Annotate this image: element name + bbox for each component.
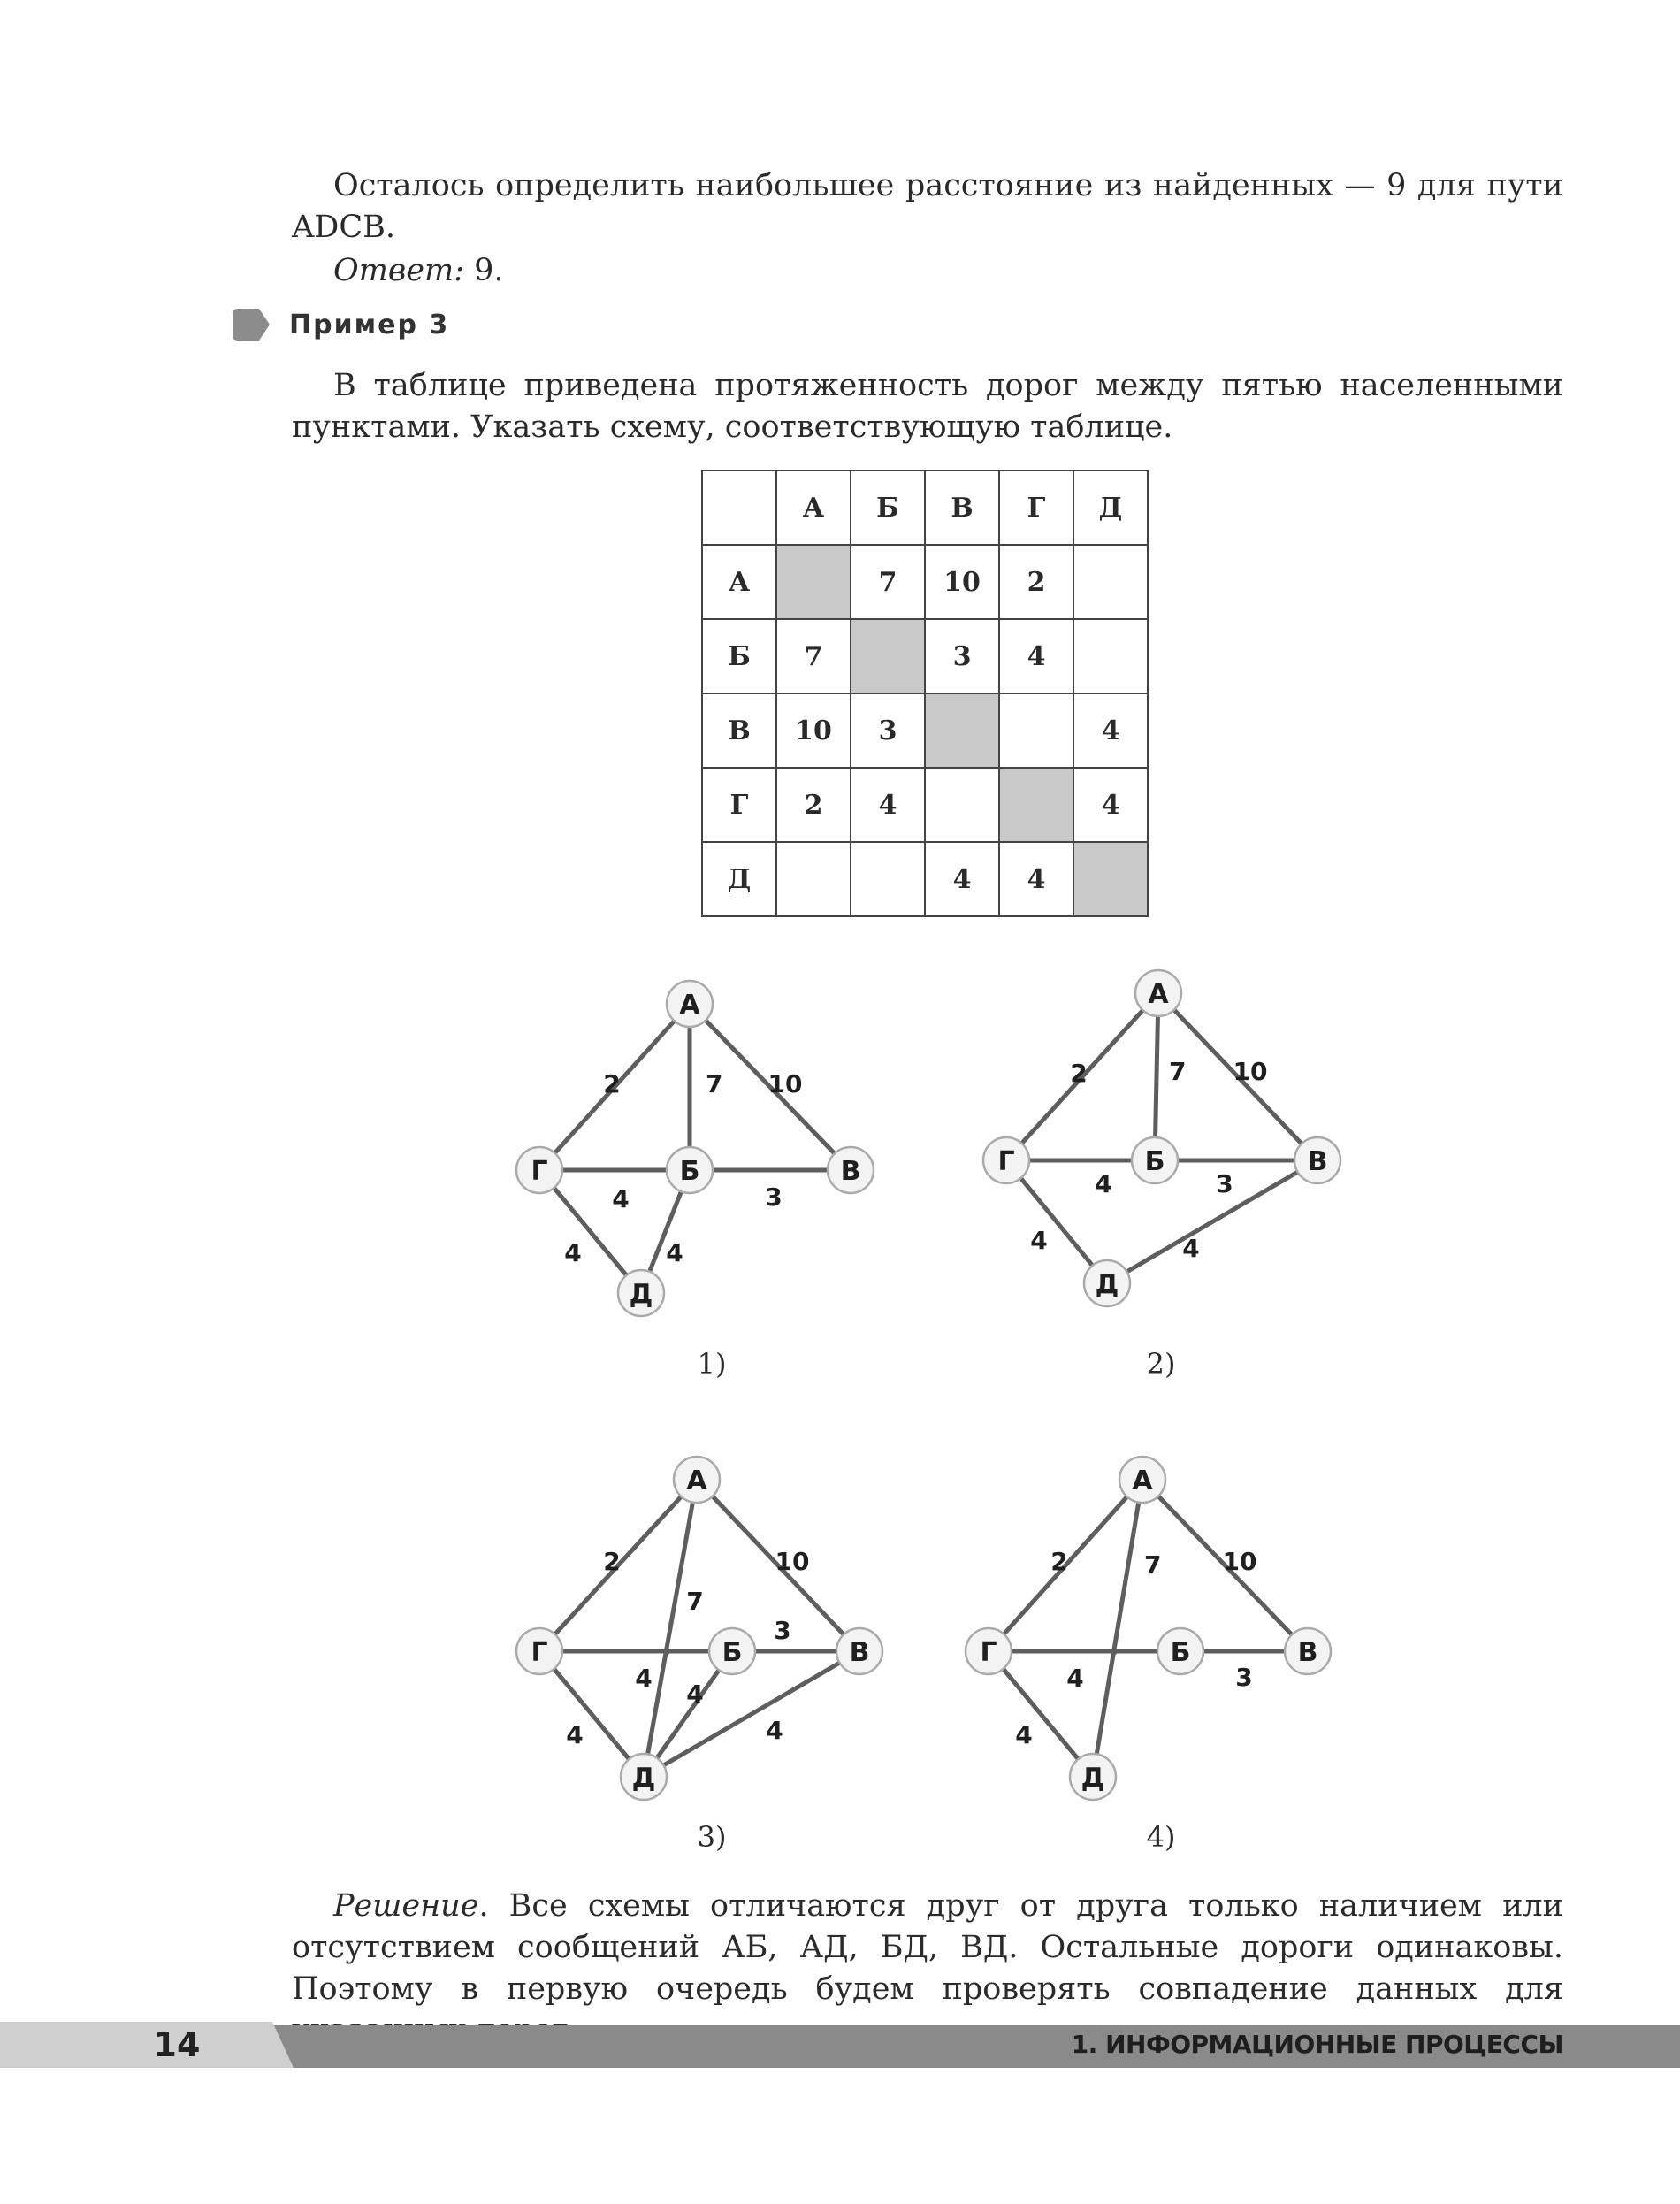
node-label: А xyxy=(1132,1466,1153,1496)
table-cell: 4 xyxy=(1073,693,1148,768)
table-cell-diagonal xyxy=(776,545,851,619)
table-header-cell xyxy=(702,471,776,545)
node-d xyxy=(1084,1260,1130,1306)
table-cell: 10 xyxy=(776,693,851,768)
node-g xyxy=(516,1628,562,1674)
distance-table xyxy=(701,470,1149,917)
table-row-label: Г xyxy=(702,768,776,842)
table-cell: 3 xyxy=(851,693,925,768)
weight-label: 2 xyxy=(1050,1547,1068,1576)
table-row-label: Д xyxy=(702,842,776,916)
table-cell: 7 xyxy=(776,619,851,693)
chapter-title: 1. ИНФОРМАЦИОННЫЕ ПРОЦЕССЫ xyxy=(1071,2030,1563,2059)
table-cell-diagonal xyxy=(925,693,999,768)
table-cell-diagonal xyxy=(851,619,925,693)
node-a xyxy=(1119,1457,1165,1503)
table-cell: 2 xyxy=(776,768,851,842)
weight-label: 4 xyxy=(1066,1664,1084,1693)
table-row xyxy=(702,545,1148,619)
crossing-dot xyxy=(663,1648,670,1655)
weight-label: 4 xyxy=(1015,1720,1033,1749)
scheme-3-graph xyxy=(504,1446,893,1800)
node-d xyxy=(621,1754,667,1800)
table-row-label: А xyxy=(702,545,776,619)
table-header-cell: В xyxy=(925,471,999,545)
node-label: А xyxy=(679,990,700,1021)
table-cell: 4 xyxy=(1073,768,1148,842)
solution-text: . Все схемы отличаются друг от друга только наличием или отсутствием сообщений АБ, АД, БД, ВД. Остальные дороги одинаковы. Поэтому в первую очередь будем проверять совпадение данных для xyxy=(292,1888,1563,2007)
example-heading xyxy=(233,305,449,344)
node-label: Г xyxy=(531,1637,548,1668)
weight-label: 2 xyxy=(1070,1059,1088,1088)
example-marker-icon xyxy=(233,309,270,341)
scheme-2-caption: 2) xyxy=(1146,1347,1176,1381)
table-cell xyxy=(851,842,925,916)
answer-label: Ответ: xyxy=(333,253,464,288)
weight-label: 4 xyxy=(566,1720,584,1749)
table-cell: 7 xyxy=(851,545,925,619)
scheme-1-caption: 1) xyxy=(697,1347,727,1381)
node-g xyxy=(983,1137,1029,1183)
node-g xyxy=(516,1147,562,1193)
node-d xyxy=(618,1270,664,1316)
table-row xyxy=(702,693,1148,768)
weight-label: 2 xyxy=(603,1069,621,1098)
weight-label: 4 xyxy=(564,1238,582,1267)
node-a xyxy=(674,1457,720,1503)
node-g xyxy=(966,1628,1012,1674)
node-label: Д xyxy=(1095,1269,1119,1300)
intro-text: Осталось определить наибольшее расстояние из найденных — 9 для пути ADCB. xyxy=(292,168,1563,245)
node-v xyxy=(1294,1137,1340,1183)
table-header-cell: Г xyxy=(999,471,1073,545)
table-cell: 4 xyxy=(925,842,999,916)
edge-v-d xyxy=(1107,1160,1317,1283)
weight-label: 4 xyxy=(1182,1234,1200,1263)
table-cell xyxy=(1073,619,1148,693)
table-cell xyxy=(776,842,851,916)
table-cell: 4 xyxy=(999,842,1073,916)
weight-label: 2 xyxy=(603,1547,621,1576)
edge-a-d xyxy=(644,1480,697,1777)
weight-label: 3 xyxy=(1216,1169,1233,1198)
table-row-label: В xyxy=(702,693,776,768)
node-label: Г xyxy=(997,1146,1015,1177)
answer-line xyxy=(292,250,1563,292)
table-cell xyxy=(925,768,999,842)
node-label: В xyxy=(849,1637,870,1668)
table-cell xyxy=(999,693,1073,768)
table-row xyxy=(702,768,1148,842)
table-cell: 10 xyxy=(925,545,999,619)
node-v xyxy=(836,1628,882,1674)
crossing-dot xyxy=(1111,1648,1118,1655)
node-label: А xyxy=(1148,979,1169,1010)
table-cell xyxy=(1073,545,1148,619)
node-b xyxy=(709,1628,755,1674)
table-cell-diagonal xyxy=(999,768,1073,842)
table-row xyxy=(702,842,1148,916)
edge-g-d xyxy=(539,1651,644,1777)
node-v xyxy=(1285,1628,1331,1674)
weight-label: 4 xyxy=(686,1680,704,1709)
scheme-1-graph xyxy=(504,968,893,1322)
table-cell: 3 xyxy=(925,619,999,693)
weight-label: 10 xyxy=(1222,1547,1257,1576)
table-cell: 2 xyxy=(999,545,1073,619)
weight-label: 4 xyxy=(1095,1169,1112,1198)
weight-label: 4 xyxy=(612,1184,630,1213)
node-b xyxy=(1132,1137,1178,1183)
table-cell: 4 xyxy=(999,619,1073,693)
weight-label: 7 xyxy=(1169,1057,1187,1086)
weight-label: 3 xyxy=(774,1616,791,1645)
node-v xyxy=(828,1147,874,1193)
edge-a-b xyxy=(1155,993,1158,1160)
node-a xyxy=(1135,970,1181,1016)
node-b xyxy=(1157,1628,1203,1674)
weight-label: 7 xyxy=(706,1069,723,1098)
node-label: В xyxy=(840,1156,861,1187)
node-label: Г xyxy=(531,1156,548,1187)
edge-v-d xyxy=(644,1651,859,1777)
node-label: Д xyxy=(1081,1763,1105,1794)
weight-label: 3 xyxy=(1235,1663,1253,1692)
weight-label: 7 xyxy=(1144,1550,1162,1580)
table-cell: 4 xyxy=(851,768,925,842)
weight-label: 4 xyxy=(1030,1226,1048,1255)
table-header-row xyxy=(702,471,1148,545)
table-cell-diagonal xyxy=(1073,842,1148,916)
weight-label: 4 xyxy=(635,1664,653,1693)
weight-label: 7 xyxy=(686,1587,704,1616)
table-header-cell: Б xyxy=(851,471,925,545)
node-label: В xyxy=(1307,1146,1328,1177)
node-b xyxy=(667,1147,713,1193)
scheme-3-caption: 3) xyxy=(697,1820,727,1854)
weight-label: 4 xyxy=(766,1716,783,1745)
node-label: Б xyxy=(1144,1146,1165,1177)
table-row xyxy=(702,619,1148,693)
table-header-cell: Д xyxy=(1073,471,1148,545)
node-label: Б xyxy=(722,1637,743,1668)
scheme-4-caption: 4) xyxy=(1146,1820,1176,1854)
node-a xyxy=(667,981,713,1027)
page-number: 14 xyxy=(153,2025,201,2064)
intro-paragraph xyxy=(292,165,1563,249)
answer-value: 9. xyxy=(463,253,504,288)
example-label: Пример 3 xyxy=(289,309,450,341)
node-label: Г xyxy=(980,1637,997,1668)
node-label: А xyxy=(686,1466,707,1496)
node-label: Б xyxy=(679,1156,700,1187)
solution-label: Решение xyxy=(333,1888,479,1924)
task-paragraph xyxy=(292,365,1563,448)
scheme-4-graph xyxy=(955,1446,1344,1800)
node-label: В xyxy=(1297,1637,1318,1668)
weight-label: 10 xyxy=(775,1547,810,1576)
table-row-label: Б xyxy=(702,619,776,693)
weight-label: 4 xyxy=(666,1238,683,1267)
node-label: Д xyxy=(629,1279,653,1310)
scheme-2-graph xyxy=(973,960,1362,1313)
task-text: В таблице приведена протяженность дорог между пятью населенными пунктами. Указать схему, соответствующую таблице. xyxy=(292,368,1563,445)
node-label: Д xyxy=(631,1763,656,1794)
table-header-cell: А xyxy=(776,471,851,545)
weight-label: 10 xyxy=(1233,1057,1268,1086)
weight-label: 3 xyxy=(765,1182,783,1212)
node-d xyxy=(1070,1754,1116,1800)
node-label: Б xyxy=(1170,1637,1191,1668)
weight-label: 10 xyxy=(767,1069,803,1098)
